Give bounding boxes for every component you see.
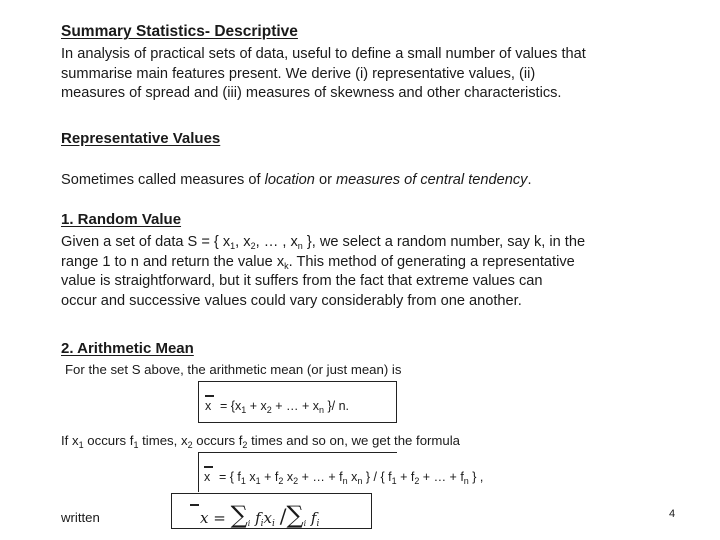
written-label: written: [61, 510, 100, 525]
text-span: + … + f: [419, 470, 464, 484]
subscript: n: [357, 476, 363, 486]
text-span: occurs f: [83, 433, 134, 448]
frequency-sentence: [61, 432, 460, 449]
text-span: }/ n.: [324, 399, 350, 413]
subscript: 1: [391, 476, 397, 486]
text-span: range 1 to n and return the value x: [61, 253, 285, 270]
page-number: 4: [669, 508, 676, 520]
text-span: + x: [246, 399, 267, 413]
x-symbol: x: [205, 399, 212, 413]
text-span: , … , x: [255, 234, 298, 250]
random-value-paragraph: [61, 233, 585, 311]
representative-values-heading: Representative Values: [61, 130, 221, 147]
text-span: = { f: [219, 470, 241, 484]
text-span: or: [314, 172, 336, 188]
random-value-line: value is straightforward, but it suffers from the fact that extreme values can: [61, 273, 543, 289]
subscript: 2: [266, 405, 272, 415]
summation-formula: [200, 501, 319, 529]
text-span: Given a set of data S = { x: [61, 234, 231, 250]
random-value-line: [61, 233, 585, 253]
summation-formula-box: [171, 493, 372, 529]
intro-line: summarise main features present. We derive (i) representative values, (ii): [61, 65, 536, 82]
text-span: + … + f: [298, 470, 343, 484]
subscript: 1: [241, 405, 247, 415]
page-title: Summary Statistics- Descriptive: [61, 23, 298, 40]
emphasis-central-tendency: measures of central tendency: [336, 172, 528, 188]
mean-formula-box: [198, 381, 397, 423]
subscript: n: [297, 241, 303, 251]
intro-line: In analysis of practical sets of data, useful to define a small number of values that: [61, 46, 586, 62]
text-span: , x: [235, 234, 251, 250]
subscript: 2: [242, 440, 248, 450]
intro-line: measures of spread and (iii) measures of skewness and other characteristics.: [61, 85, 562, 101]
text-span: times and so on, we get the formula: [247, 433, 461, 448]
text-span: + f: [260, 470, 279, 484]
text-span: } / { f: [362, 470, 392, 484]
subscript: i: [272, 519, 275, 529]
text-span: occurs f: [192, 433, 243, 448]
text-span: .: [527, 172, 532, 188]
x-symbol: x: [263, 509, 273, 527]
subscript: 1: [133, 440, 139, 450]
text-span: }, we select a random number, say k, in the: [302, 234, 586, 250]
representative-values-text: [61, 171, 532, 191]
text-span: Sometimes called measures of: [61, 172, 265, 188]
text-span: + … + x: [271, 399, 319, 413]
text-span: If x: [61, 433, 79, 448]
subscript: i: [260, 519, 264, 529]
weighted-mean-formula-text: [219, 470, 483, 484]
x-bar-line: [190, 504, 199, 506]
subscript: 1: [255, 476, 261, 486]
division-slash: /: [279, 504, 287, 528]
subscript: n: [318, 405, 324, 415]
text-span: . This method of generating a representative: [288, 253, 575, 270]
equals-sign: =: [213, 509, 226, 527]
subscript: i: [247, 519, 251, 528]
subscript: 2: [278, 476, 284, 486]
subscript: 1: [230, 241, 236, 251]
subscript: 2: [187, 440, 193, 450]
f-symbol: f: [255, 509, 261, 527]
subscript: n: [342, 476, 348, 486]
text-span: x: [283, 470, 294, 484]
subscript: k: [284, 260, 289, 271]
x-bar-symbol: [204, 470, 210, 484]
random-value-line: [61, 253, 585, 273]
random-value-line: occur and successive values could vary considerably from one another.: [61, 292, 522, 309]
subscript: n: [463, 476, 469, 486]
arithmetic-mean-text: For the set S above, the arithmetic mean (or just mean) is: [65, 362, 402, 377]
x-symbol: x: [200, 509, 209, 527]
f-symbol: f: [310, 509, 317, 527]
subscript: 2: [250, 241, 256, 251]
subscript: 2: [414, 476, 420, 486]
text-span: = {x: [220, 399, 242, 413]
subscript: 1: [240, 476, 246, 486]
mean-formula-text: [220, 399, 349, 413]
subscript: 1: [78, 440, 84, 450]
random-value-heading: 1. Random Value: [61, 211, 182, 228]
subscript: i: [303, 519, 307, 528]
text-span: x: [245, 470, 256, 484]
x-symbol: x: [204, 470, 211, 484]
text-span: x: [347, 470, 358, 484]
x-bar-symbol: [205, 399, 211, 413]
intro-paragraph: [61, 45, 586, 104]
text-span: + f: [396, 470, 415, 484]
emphasis-location: location: [264, 172, 315, 188]
subscript: i: [316, 519, 320, 529]
text-span: times, x: [138, 433, 188, 448]
arithmetic-mean-heading: 2. Arithmetic Mean: [61, 340, 194, 357]
sigma-icon: ∑: [286, 501, 304, 529]
subscript: 2: [293, 476, 299, 486]
text-span: } ,: [468, 470, 484, 484]
sigma-icon: ∑: [230, 501, 248, 529]
